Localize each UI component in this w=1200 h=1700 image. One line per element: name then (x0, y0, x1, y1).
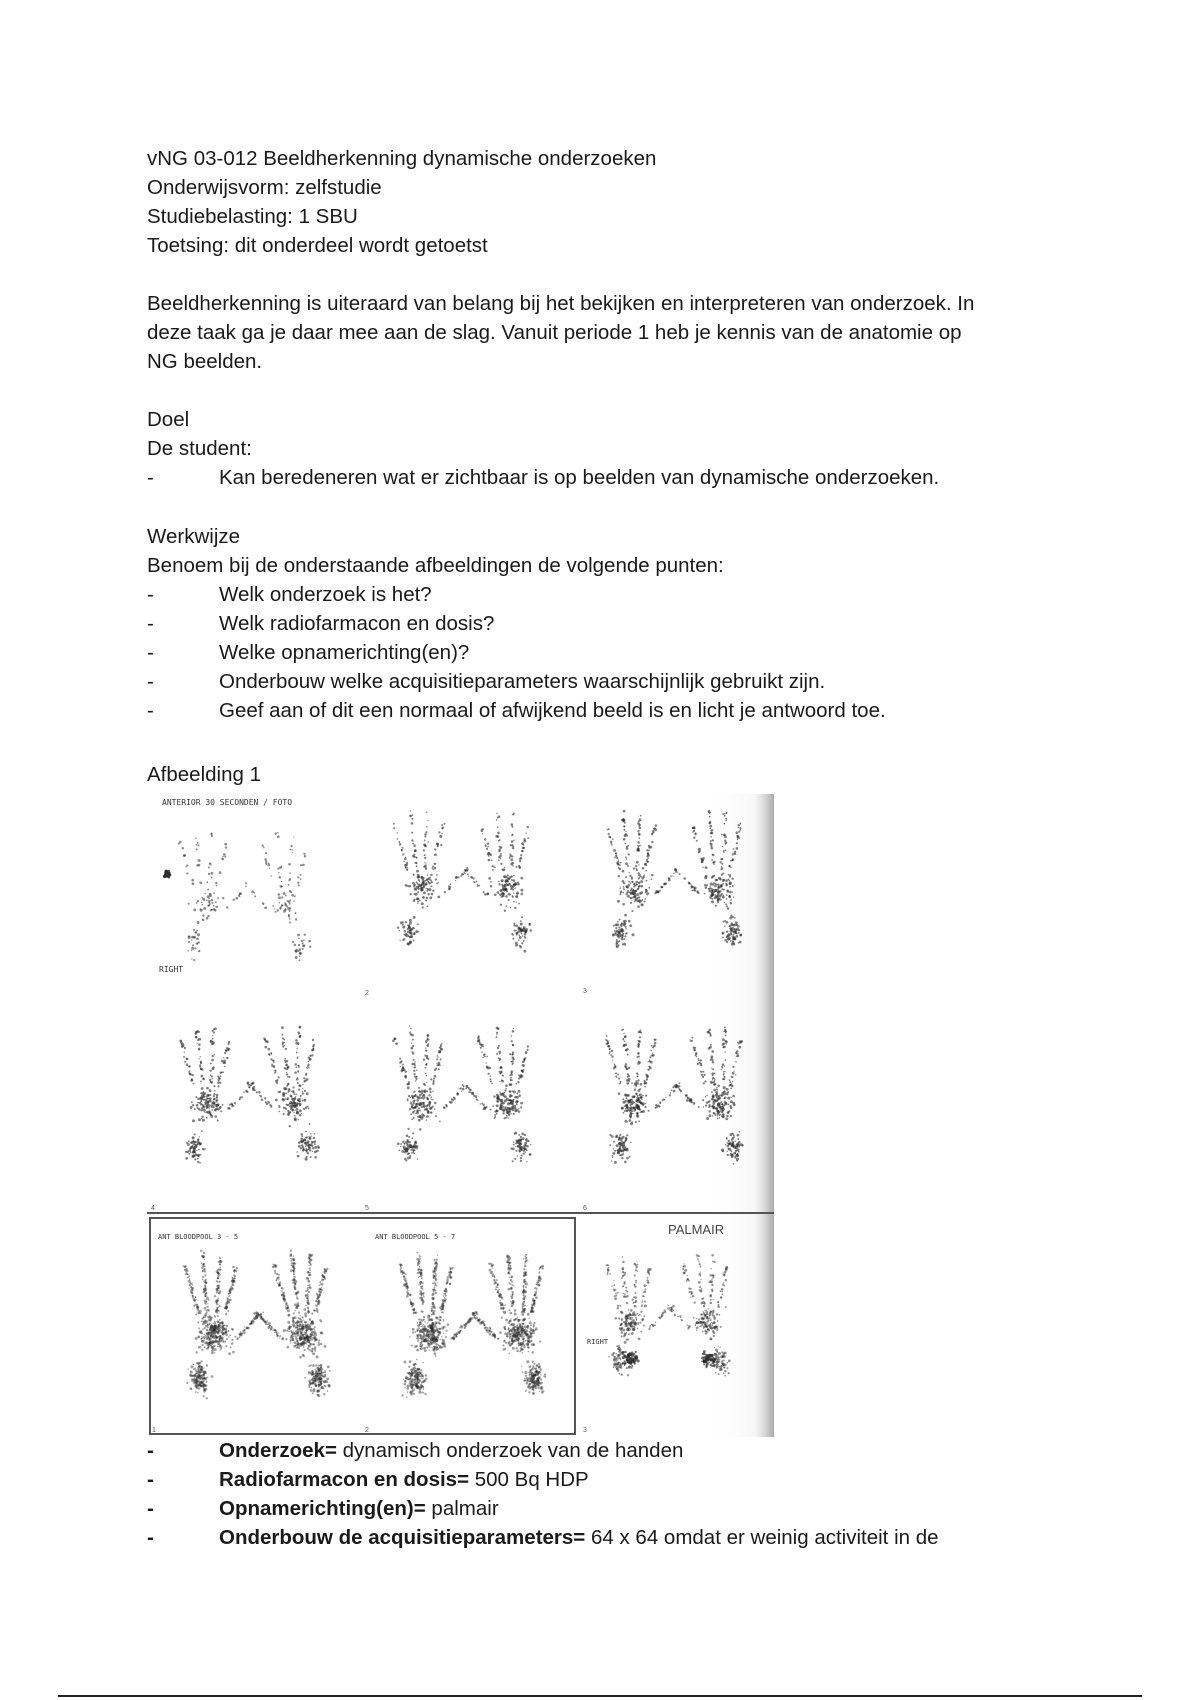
scintigraphy-image (147, 794, 774, 1437)
onderwijsvorm: Onderwijsvorm: zelfstudie (147, 176, 382, 199)
scan-right-label: RIGHT (159, 965, 184, 974)
answer-item (147, 1523, 1067, 1552)
doel-heading: Doel (147, 408, 190, 431)
answer-value: dynamisch onderzoek van de handen (336, 1439, 684, 1462)
bottom-number: 3 (583, 1427, 587, 1434)
werkwijze-item-text: Geef aan of dit een normaal of afwijkend beeld is en licht je antwoord toe. (219, 699, 886, 722)
bullet-dash: - (147, 583, 154, 606)
bullet-dash: - (147, 1526, 154, 1549)
werkwijze-list-item (147, 696, 1067, 725)
answer-label: Radiofarmacon en dosis= (219, 1468, 470, 1491)
document-title: vNG 03-012 Beeldherkenning dynamische onderzoeken (147, 147, 657, 170)
toetsing: Toetsing: dit onderdeel wordt getoetst (147, 234, 488, 257)
bottom-number: 1 (152, 1427, 156, 1434)
frame-number: 2 (365, 990, 369, 997)
footer-rule (58, 1695, 1142, 1697)
answer-value: 64 x 64 omdat er weinig activiteit in de (585, 1526, 939, 1549)
palmair-label: PALMAIR (668, 1222, 725, 1237)
scan-top-label: ANTERIOR 30 SECONDEN / FOTO (162, 798, 293, 807)
figure-caption: Afbeelding 1 (147, 763, 261, 786)
header-block (147, 144, 1067, 260)
answer-item (147, 1494, 1067, 1523)
answer-value: palmair (425, 1497, 499, 1520)
frame-number: 6 (583, 1205, 587, 1212)
frame-number: 5 (365, 1205, 369, 1212)
palmair-right-label: RIGHT (587, 1338, 609, 1346)
answer-value: 500 Bq HDP (469, 1468, 589, 1491)
frame-number: 3 (583, 988, 587, 995)
werkwijze-list-item (147, 580, 1067, 609)
bullet-dash: - (147, 1497, 154, 1520)
werkwijze-item-text: Welk onderzoek is het? (219, 583, 432, 606)
doel-lead: De student: (147, 437, 252, 460)
bullet-dash: - (147, 612, 154, 635)
frame-number: 4 (151, 1205, 155, 1212)
figure-caption-block (147, 760, 1067, 789)
bullet-dash: - (147, 1468, 154, 1491)
answer-label: Onderzoek= (219, 1439, 337, 1462)
werkwijze-item-text: Welk radiofarmacon en dosis? (219, 612, 495, 635)
werkwijze-lead: Benoem bij de onderstaande afbeeldingen de volgende punten: (147, 554, 724, 577)
hands-layer (163, 810, 744, 1400)
bloodpool-label-2: ANT BLOODPOOL 5 - 7 (375, 1233, 456, 1241)
werkwijze-item-text: Onderbouw welke acquisitieparameters waarschijnlijk gebruikt zijn. (219, 670, 826, 693)
bullet-dash: - (147, 1439, 154, 1462)
werkwijze-list-item (147, 667, 1067, 696)
bullet-dash: - (147, 641, 154, 664)
bullet-dash: - (147, 670, 154, 693)
studiebelasting: Studiebelasting: 1 SBU (147, 205, 358, 228)
intro-line: deze taak ga je daar mee aan de slag. Vanuit periode 1 heb je kennis van de anatomie op (147, 321, 962, 344)
bottom-number: 2 (365, 1427, 369, 1434)
intro-line: NG beelden. (147, 350, 263, 373)
doel-item-text: Kan beredeneren wat er zichtbaar is op beelden van dynamische onderzoeken. (219, 466, 940, 489)
scintigraphy-figure (147, 794, 774, 1437)
werkwijze-heading: Werkwijze (147, 525, 241, 548)
answer-label: Opnamerichting(en)= (219, 1497, 426, 1520)
answer-item (147, 1465, 1067, 1494)
doel-section (147, 405, 1067, 492)
werkwijze-list-item (147, 609, 1067, 638)
werkwijze-section (147, 522, 1067, 725)
werkwijze-item-text: Welke opnamerichting(en)? (219, 641, 470, 664)
werkwijze-list-item (147, 638, 1067, 667)
bullet-dash: - (147, 466, 154, 489)
intro-line: Beeldherkenning is uiteraard van belang bij het bekijken en interpreteren van onderzoek. In (147, 292, 975, 315)
answer-item (147, 1436, 1067, 1465)
bullet-dash: - (147, 699, 154, 722)
answer-label: Onderbouw de acquisitieparameters= (219, 1526, 586, 1549)
intro-paragraph (147, 289, 1067, 376)
doel-list-item (147, 463, 1067, 492)
answer-list (147, 1436, 1067, 1552)
bloodpool-label-1: ANT BLOODPOOL 3 - 5 (158, 1233, 239, 1241)
